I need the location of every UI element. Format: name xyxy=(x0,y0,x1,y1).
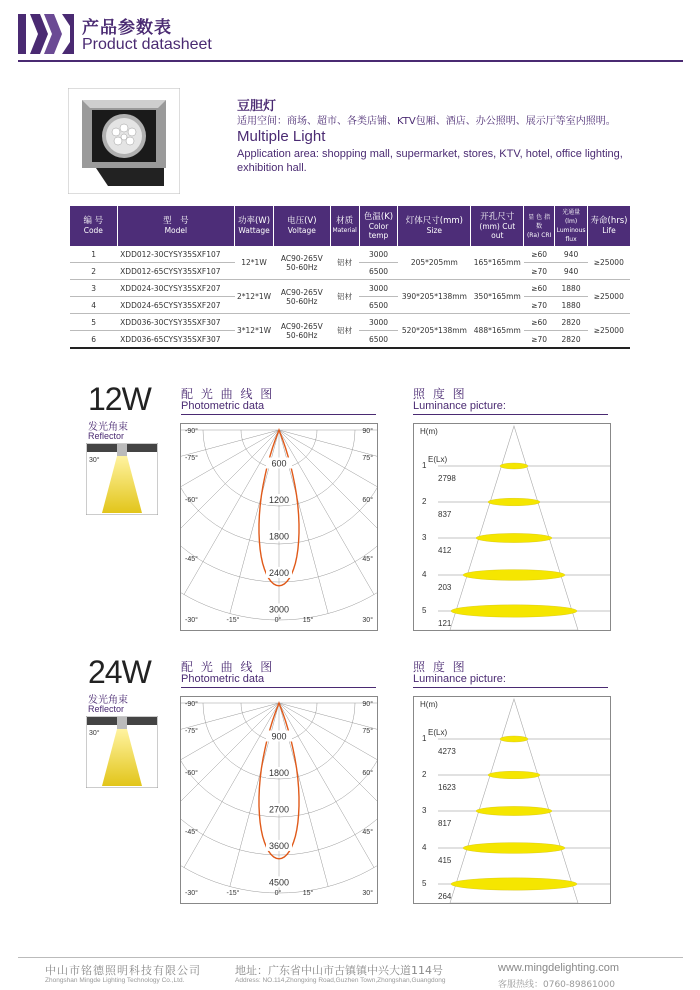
luminance-chart xyxy=(413,423,611,631)
angle-label: 45° xyxy=(362,829,373,836)
luminance-title-en: Luminance picture: xyxy=(413,400,506,412)
height-label: 2 xyxy=(422,497,427,506)
footer-hotline: 客服热线：0760-89861000 xyxy=(498,980,615,990)
page-title-en: Product datasheet xyxy=(82,36,212,53)
beam-ellipse xyxy=(451,878,577,890)
angle-label: 0° xyxy=(274,617,282,624)
photometric-chart xyxy=(180,423,378,631)
spec-table-header xyxy=(70,206,630,246)
photometric-title-cn: 配 光 曲 线 图 xyxy=(181,387,275,401)
photometric-title-cn: 配 光 曲 线 图 xyxy=(181,660,275,674)
angle-label: 30° xyxy=(362,617,373,624)
candela-label: 1800 xyxy=(268,767,290,778)
footer-address-cn: 地址：广东省中山市古镇镇中兴大道114号 xyxy=(235,964,443,977)
angle-label: 90° xyxy=(362,428,373,435)
angle-label: -90° xyxy=(185,428,198,435)
angle-label: -60° xyxy=(185,497,198,504)
candela-label: 1800 xyxy=(268,531,290,542)
reflector-label-cn: 发光角束 xyxy=(88,695,128,706)
product-name-cn: 豆胆灯 xyxy=(237,99,277,114)
angle-label: -30° xyxy=(185,617,198,624)
table-row: 6 XDD036-65CYSY35SXF307 6500 ≥70 2820 xyxy=(70,331,630,349)
section-wattage: 12W xyxy=(88,381,151,417)
company-logo xyxy=(18,14,76,54)
product-application-en: Application area: shopping mall, supermarket, stores, KTV, hotel, office lighting, exhibition hall. xyxy=(237,148,623,174)
beam-ellipse xyxy=(451,605,577,617)
col-model: 型 号 Model xyxy=(117,206,234,246)
table-row: 4 XDD024-65CYSY35SXF207 6500 ≥70 1880 xyxy=(70,297,630,314)
lux-label: 203 xyxy=(438,583,452,592)
candela-label: 900 xyxy=(271,731,287,742)
height-label: 4 xyxy=(422,843,427,852)
lux-label: 121 xyxy=(438,619,452,628)
angle-label: -30° xyxy=(185,890,198,897)
angle-label: 0° xyxy=(274,890,282,897)
luminance-underline xyxy=(413,414,608,415)
col-cutout: 开孔尺寸 (mm) Cut out xyxy=(471,206,524,246)
angle-label: 60° xyxy=(362,770,373,777)
lux-label: 264 xyxy=(438,892,452,901)
candela-label: 3000 xyxy=(268,604,290,615)
page-title-cn: 产品参数表 xyxy=(82,18,172,38)
lux-label: 415 xyxy=(438,856,452,865)
angle-label: 45° xyxy=(362,556,373,563)
photometric-chart xyxy=(180,696,378,904)
height-label: 2 xyxy=(422,770,427,779)
reflector-diagram xyxy=(86,443,158,515)
table-row: 3 XDD024-30CYSY35SXF207 2*12*1W AC90-265V 50-60Hz 铝材 3000 390*205*138mm 350*165mm ≥60 1880 ≥25000 xyxy=(70,280,630,297)
height-axis-label: H(m) xyxy=(420,427,438,436)
angle-label: -75° xyxy=(185,455,198,462)
height-axis-label: H(m) xyxy=(420,700,438,709)
candela-label: 2700 xyxy=(268,804,290,815)
beam-ellipse xyxy=(463,843,565,854)
beam-ellipse xyxy=(500,736,528,742)
photometric-title-en: Photometric data xyxy=(181,400,265,412)
height-label: 1 xyxy=(422,734,427,743)
reflector-label-en: Reflector xyxy=(88,704,125,714)
angle-label: 75° xyxy=(362,455,373,462)
angle-label: 15° xyxy=(302,617,314,624)
angle-label: -60° xyxy=(185,770,198,777)
luminance-chart xyxy=(413,696,611,904)
candela-label: 3600 xyxy=(268,840,290,851)
angle-label: -45° xyxy=(185,829,198,836)
footer-company-en: Zhongshan Mingde Lighting Technology Co.,Ltd. xyxy=(45,977,185,984)
table-row: 5 XDD036-30CYSY35SXF307 3*12*1W AC90-265V 50-60Hz 铝材 3000 520*205*138mm 488*165mm ≥60 2820 ≥25000 xyxy=(70,314,630,331)
lux-label: 2798 xyxy=(438,474,456,483)
spec-table xyxy=(70,206,630,349)
beam-ellipse xyxy=(476,533,552,542)
product-image xyxy=(68,88,180,194)
beam-ellipse xyxy=(488,771,540,779)
luminance-title-en: Luminance picture: xyxy=(413,673,506,685)
beam-ellipse xyxy=(488,498,540,506)
reflector-label-cn: 发光角束 xyxy=(88,422,128,433)
angle-label: -45° xyxy=(185,556,198,563)
lux-label: 412 xyxy=(438,546,452,555)
photometric-underline xyxy=(181,414,376,415)
candela-label: 2400 xyxy=(268,567,290,578)
col-material: 材质 Material xyxy=(330,206,359,246)
lux-label: 837 xyxy=(438,510,452,519)
height-label: 5 xyxy=(422,879,427,888)
angle-label: -15° xyxy=(226,890,240,897)
section-wattage: 24W xyxy=(88,654,151,690)
footer-company-cn: 中山市铭德照明科技有限公司 xyxy=(45,964,201,977)
table-row: 1 XDD012-30CYSY35SXF107 12*1W AC90-265V 50-60Hz 铝材 3000 205*205mm 165*165mm ≥60 940 ≥25000 xyxy=(70,246,630,263)
photometric-title-en: Photometric data xyxy=(181,673,265,685)
reflector-label-en: Reflector xyxy=(88,431,125,441)
col-voltage: 电压(V) Voltage xyxy=(273,206,330,246)
height-label: 3 xyxy=(422,533,427,542)
col-life: 寿命(hrs) Life xyxy=(588,206,630,246)
lux-axis-label: E(Lx) xyxy=(428,455,448,464)
beam-ellipse xyxy=(500,463,528,469)
col-cri: 显 色 指 数 (Ra) CRI xyxy=(524,206,555,246)
height-label: 4 xyxy=(422,570,427,579)
height-label: 1 xyxy=(422,461,427,470)
height-label: 3 xyxy=(422,806,427,815)
beam-angle-label: 30° xyxy=(89,730,100,737)
candela-label: 4500 xyxy=(268,877,290,888)
lux-label: 817 xyxy=(438,819,452,828)
col-color-temp: 色温(K) Color temp xyxy=(359,206,398,246)
beam-ellipse xyxy=(463,570,565,581)
angle-label: 30° xyxy=(362,890,373,897)
candela-label: 600 xyxy=(271,458,287,469)
col-wattage: 功率(W) Wattage xyxy=(235,206,274,246)
reflector-diagram xyxy=(86,716,158,788)
candela-label: 1200 xyxy=(268,494,290,505)
lux-label: 1623 xyxy=(438,783,456,792)
photometric-underline xyxy=(181,687,376,688)
footer-divider xyxy=(18,957,683,958)
header-divider xyxy=(18,60,683,62)
footer-website[interactable]: www.mingdelighting.com xyxy=(498,962,620,974)
product-name-en: Multiple Light xyxy=(237,128,326,145)
luminance-title-cn: 照 度 图 xyxy=(413,387,467,401)
luminance-title-cn: 照 度 图 xyxy=(413,660,467,674)
angle-label: -90° xyxy=(185,701,198,708)
height-label: 5 xyxy=(422,606,427,615)
col-size: 灯体尺寸(mm) Size xyxy=(398,206,471,246)
beam-ellipse xyxy=(476,806,552,815)
beam-angle-label: 30° xyxy=(89,457,100,464)
lux-axis-label: E(Lx) xyxy=(428,728,448,737)
lux-label: 4273 xyxy=(438,747,456,756)
footer-address-en: Address: NO.114,Zhongxing Road,Guzhen Town,Zhongshan,Guangdong xyxy=(235,977,446,984)
product-application-cn: 适用空间：商场、超市、各类店铺、KTV包厢、酒店、办公照明、展示厅等室内照明。 xyxy=(237,116,616,127)
angle-label: -75° xyxy=(185,728,198,735)
angle-label: -15° xyxy=(226,617,240,624)
angle-label: 75° xyxy=(362,728,373,735)
angle-label: 60° xyxy=(362,497,373,504)
table-row: 2 XDD012-65CYSY35SXF107 6500 ≥70 940 xyxy=(70,263,630,280)
col-flux: 光通量 (lm) Luminous flux xyxy=(555,206,588,246)
angle-label: 15° xyxy=(302,890,314,897)
col-code: 编 号 Code xyxy=(70,206,117,246)
luminance-underline xyxy=(413,687,608,688)
angle-label: 90° xyxy=(362,701,373,708)
